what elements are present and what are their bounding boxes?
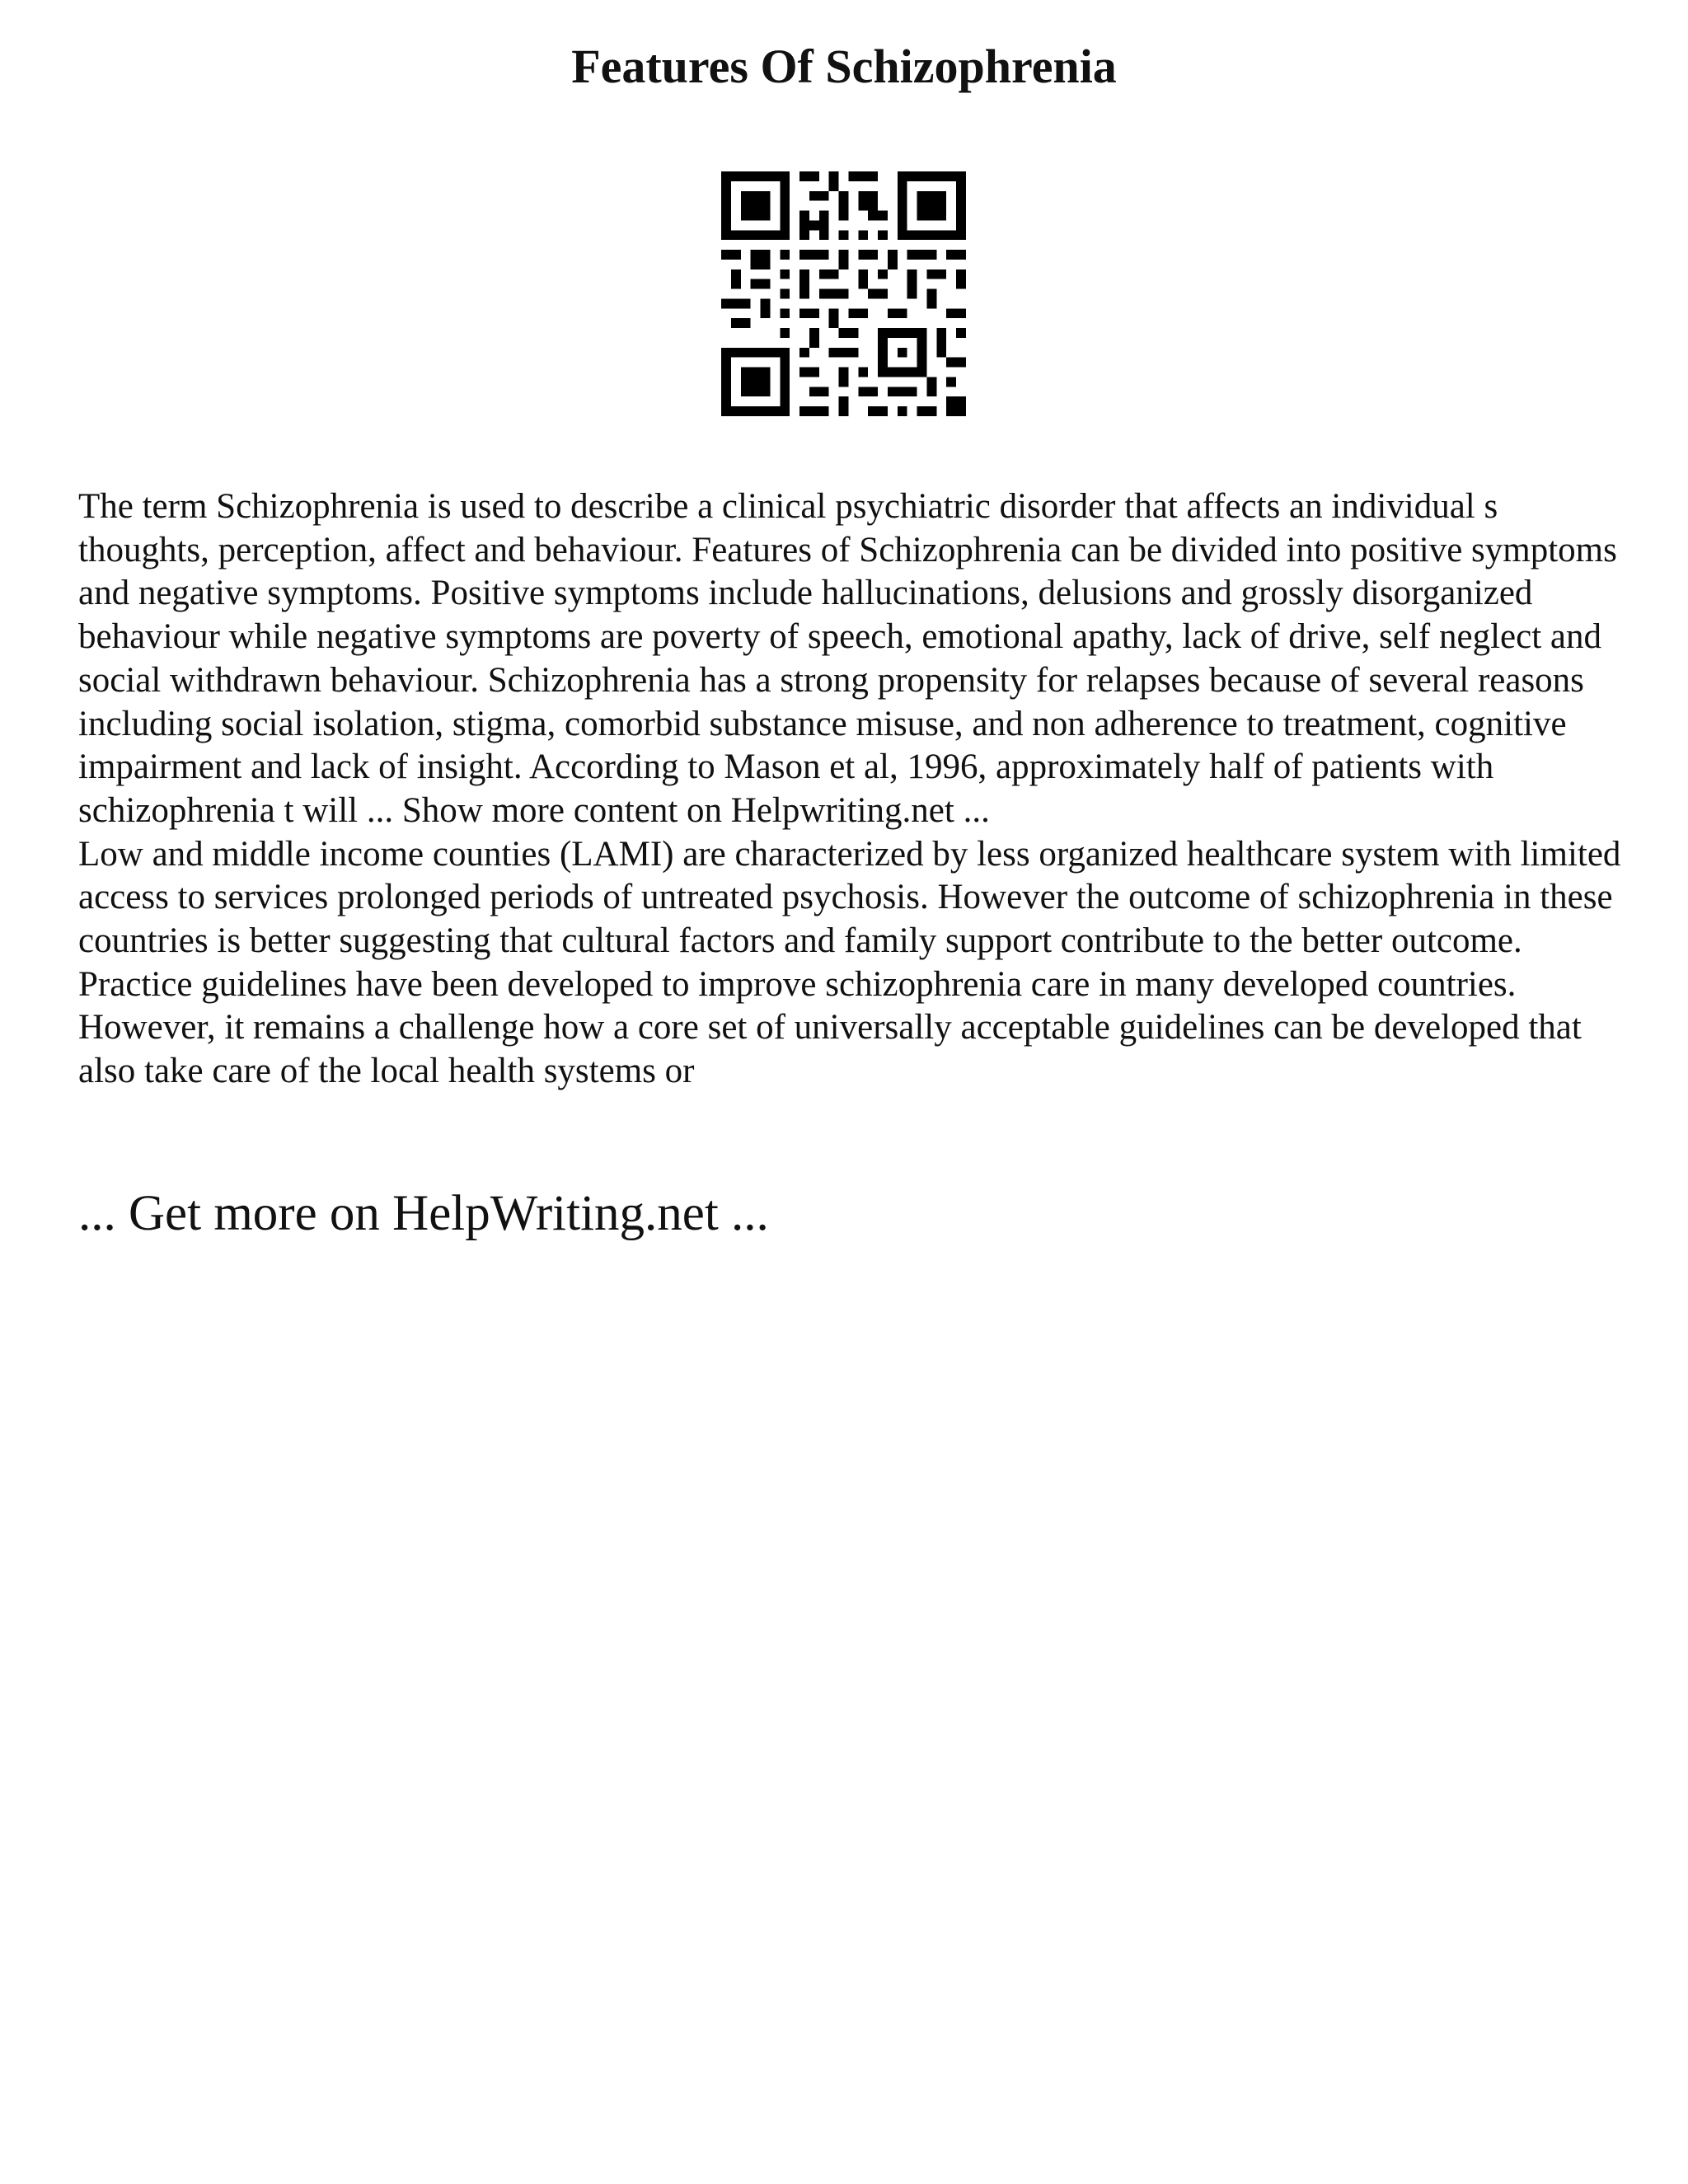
page-title: Features Of Schizophrenia xyxy=(571,40,1117,93)
paragraph: Low and middle income counties (LAMI) are characterized by less organized healthcare system with limited access to services prolonged periods of untreated psychosis. However the outcome of schizophrenia in these countries is better suggesting that cultural factors and family support contribute to the better outcome. xyxy=(78,834,1621,961)
paragraph: The term Schizophrenia is used to describe a clinical psychiatric disorder that affects an individual s thoughts, perception, affect and behaviour. Features of Schizophrenia can be divided into positive symptoms and negative symptoms. Positive symptoms include hallucinations, delusions and grossly disorganized behaviour while negative symptoms are poverty of speech, emotional apathy, lack of drive, self neglect and social withdrawn behaviour. Schizophrenia has a strong propensity for relapses because of several reasons including social isolation, stigma, comorbid substance misuse, and non adherence to treatment, cognitive impairment and lack of insight. According to Mason et al, 1996, approximately half of patients with schizophrenia t will ... Show more content on Helpwriting.net ... xyxy=(78,487,1617,830)
paragraph: Practice guidelines have been developed to improve schizophrenia care in many developed countries. However, it remains a challenge how a core set of universally acceptable guidelines can be developed that also take care of the local health systems or xyxy=(78,964,1582,1091)
article-body xyxy=(78,485,1628,1094)
get-more-link[interactable]: ... Get more on HelpWriting.net ... xyxy=(78,1186,769,1241)
qr-code-graphic xyxy=(721,171,966,416)
qr-code-icon xyxy=(721,171,966,416)
